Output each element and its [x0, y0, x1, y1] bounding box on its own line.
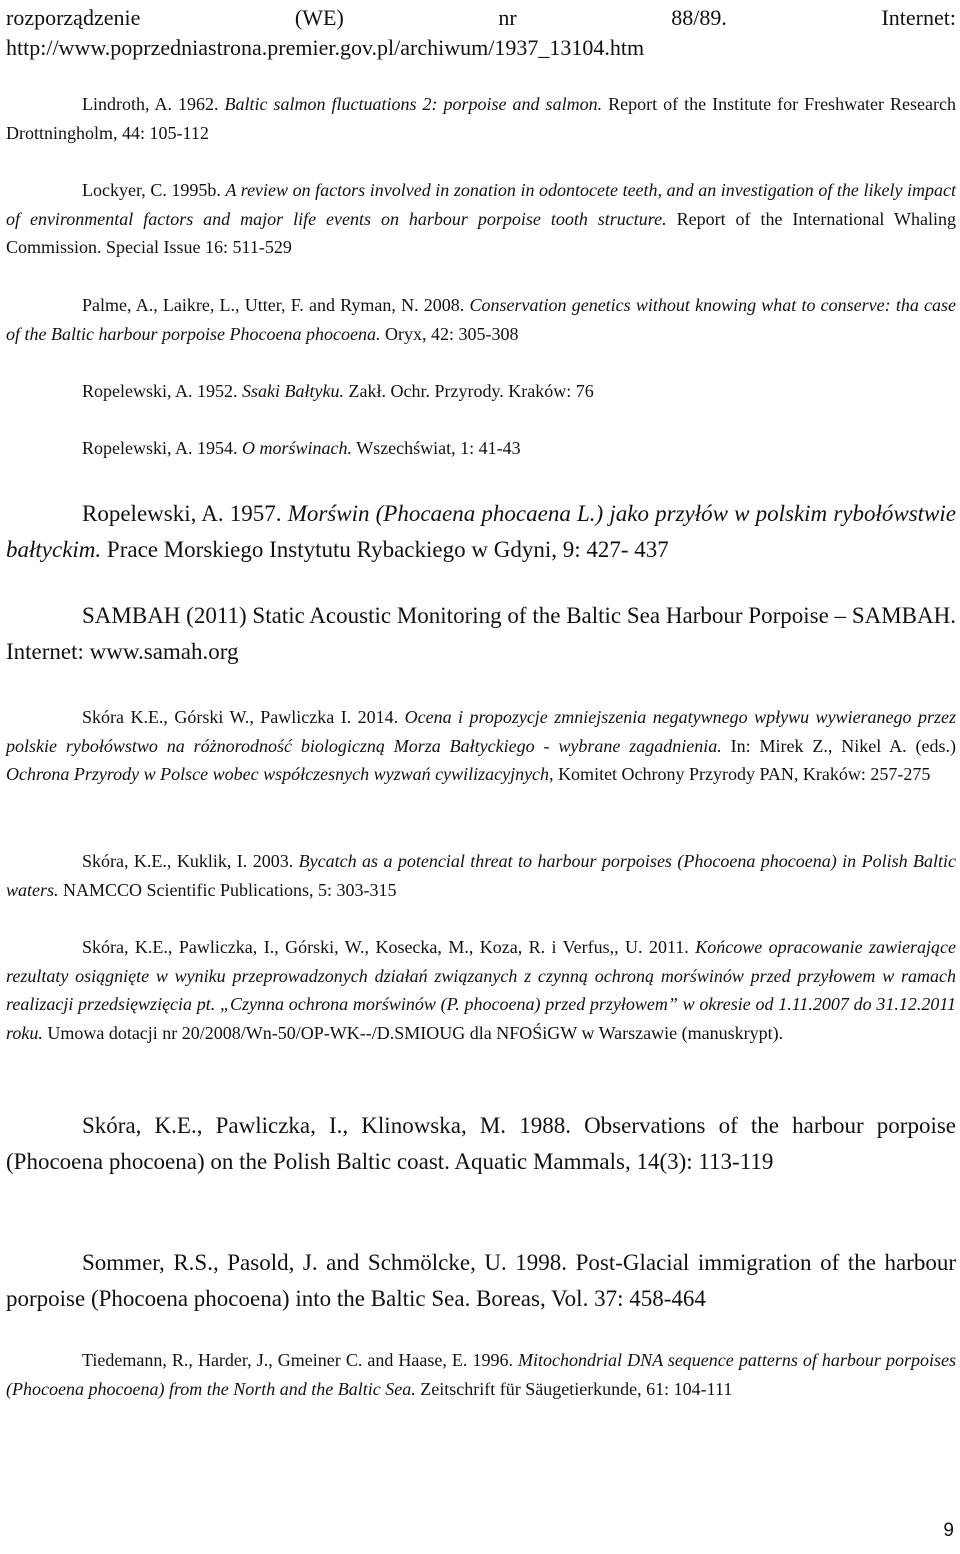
reference-authors: Ropelewski, A. 1954. [82, 438, 238, 458]
reference-title: Baltic salmon fluctuations 2: porpoise and salmon. [224, 94, 603, 114]
reference-authors: Skóra, K.E., Kuklik, I. 2003. [82, 851, 294, 871]
reference-skora-2003 [6, 847, 956, 904]
reference-sambah-2011 [6, 598, 956, 670]
reference-sommer-1998 [6, 1245, 956, 1317]
reference-ropelewski-1957 [6, 496, 956, 568]
reference-authors: Tiedemann, R., Harder, J., Gmeiner C. and Haase, E. 1996. [82, 1350, 513, 1370]
reference-title: Ssaki Bałtyku. [242, 381, 344, 401]
reference-source: Umowa dotacji nr 20/2008/Wn-50/OP-WK--/D.SMIOUG dla NFOŚiGW w Warszawie (manuskrypt). [47, 1022, 784, 1043]
reference-editors: In: Mirek Z., Nikel A. (eds.) [730, 735, 956, 756]
reference-title: Morświn (Phocaena phocaena L.) jako przyłów w polskim rybołówstwie bałtyckim. [6, 501, 956, 562]
reference-title: O morświnach. [242, 438, 353, 458]
reference-continuation-line2 [6, 32, 956, 64]
reference-lindroth-1962 [6, 90, 956, 148]
reference-title: Mitochondrial DNA sequence patterns of harbour porpoises (Phocoena phocoena) from the North and the Baltic Sea. [6, 1350, 956, 1399]
reference-continuation-text: rozporządzenie (WE) nr 88/89. Internet: [6, 5, 956, 30]
reference-skora-2014 [6, 703, 956, 789]
reference-text: SAMBAH (2011) Static Acoustic Monitoring of the Baltic Sea Harbour Porpoise – SAMBAH. Internet: www.samah.org [6, 603, 956, 664]
reference-authors: Palme, A., Laikre, L., Utter, F. and Ryman, N. 2008. [82, 295, 465, 315]
reference-source: Komitet Ochrony Przyrody PAN, Kraków: 257-275 [558, 764, 931, 784]
archive-url-link[interactable]: http://www.poprzedniastrona.premier.gov.pl/archiwum/1937_13104.htm [6, 35, 645, 60]
reference-source: Zakł. Ochr. Przyrody. Kraków: 76 [348, 381, 594, 401]
page-number: 9 [943, 1520, 954, 1541]
reference-source: Report of the Institute for Freshwater Research Drottningholm, 44: 105-112 [6, 94, 957, 143]
reference-text: Skóra, K.E., Pawliczka, I., Klinowska, M. 1988. Observations of the harbour porpoise (Phocoena phocoena) on the Polish Baltic coast. Aquatic Mammals, 14(3): 113-119 [6, 1113, 956, 1174]
reference-source: Zeitschrift für Säugetierkunde, 61: 104-111 [420, 1378, 733, 1399]
reference-title: Końcowe opracowanie zawierające rezultaty osiągnięte w wyniku przeprowadzonych działań związanych z czynną ochroną morświnów przed przyłowem w ramach realizacji przedsięwzięcia pt. „Czynna ochrona morświnów (P. phocoena) przed przyłowem” w okresie od 1.11.2007 do 31.12.2011 roku. [6, 937, 957, 1043]
reference-text: Sommer, R.S., Pasold, J. and Schmölcke, U. 1998. Post-Glacial immigration of the harbour porpoise (Phocoena phocoena) into the Baltic Sea. Boreas, Vol. 37: 458-464 [6, 1250, 956, 1311]
reference-skora-1988 [6, 1108, 956, 1180]
reference-tiedemann-1996 [6, 1346, 956, 1403]
reference-authors: Skóra K.E., Górski W., Pawliczka I. 2014. [82, 707, 399, 727]
reference-title: Ocena i propozycje zmniejszenia negatywnego wpływu wywieranego przez polskie rybołówstwo na różnorodność biologiczną Morza Bałtyckiego - wybrane zagadnienia. [6, 707, 957, 756]
reference-page [6, 0, 956, 1554]
reference-skora-2011 [6, 933, 956, 1047]
reference-source: Oryx, 42: 305-308 [384, 323, 519, 344]
reference-ropelewski-1952 [6, 377, 956, 406]
reference-authors: Ropelewski, A. 1957. [82, 501, 282, 526]
reference-title: Conservation genetics without knowing what to conserve: tha case of the Baltic harbour porpoise Phocoena phocoena. [6, 295, 956, 344]
reference-authors: Ropelewski, A. 1952. [82, 381, 238, 401]
reference-source: Wszechświat, 1: 41-43 [356, 438, 521, 458]
reference-authors: Skóra, K.E., Pawliczka, I., Górski, W., Kosecka, M., Koza, R. i Verfus,, U. 2011. [82, 937, 689, 957]
reference-ropelewski-1954 [6, 434, 956, 463]
reference-continuation-line1 [6, 2, 956, 34]
reference-palme-2008 [6, 291, 956, 348]
reference-source: Report of the International Whaling Commission. Special Issue 16: 511-529 [6, 208, 957, 257]
reference-source: NAMCCO Scientific Publications, 5: 303-315 [63, 879, 397, 900]
reference-book-title: Ochrona Przyrody w Polsce wobec współczesnych wyzwań cywilizacyjnych, [6, 764, 554, 784]
reference-authors: Lindroth, A. 1962. [82, 94, 219, 114]
reference-authors: Lockyer, C. 1995b. [82, 180, 221, 200]
reference-lockyer-1995 [6, 176, 956, 262]
reference-source: Prace Morskiego Instytutu Rybackiego w Gdyni, 9: 427- 437 [106, 537, 669, 562]
reference-title: A review on factors involved in zonation in odontocete teeth, and an investigation of the likely impact of environmental factors and major life events on harbour porpoise tooth structure. [6, 180, 956, 229]
reference-title: Bycatch as a potencial threat to harbour porpoises (Phocoena phocoena) in Polish Baltic waters. [6, 851, 957, 900]
